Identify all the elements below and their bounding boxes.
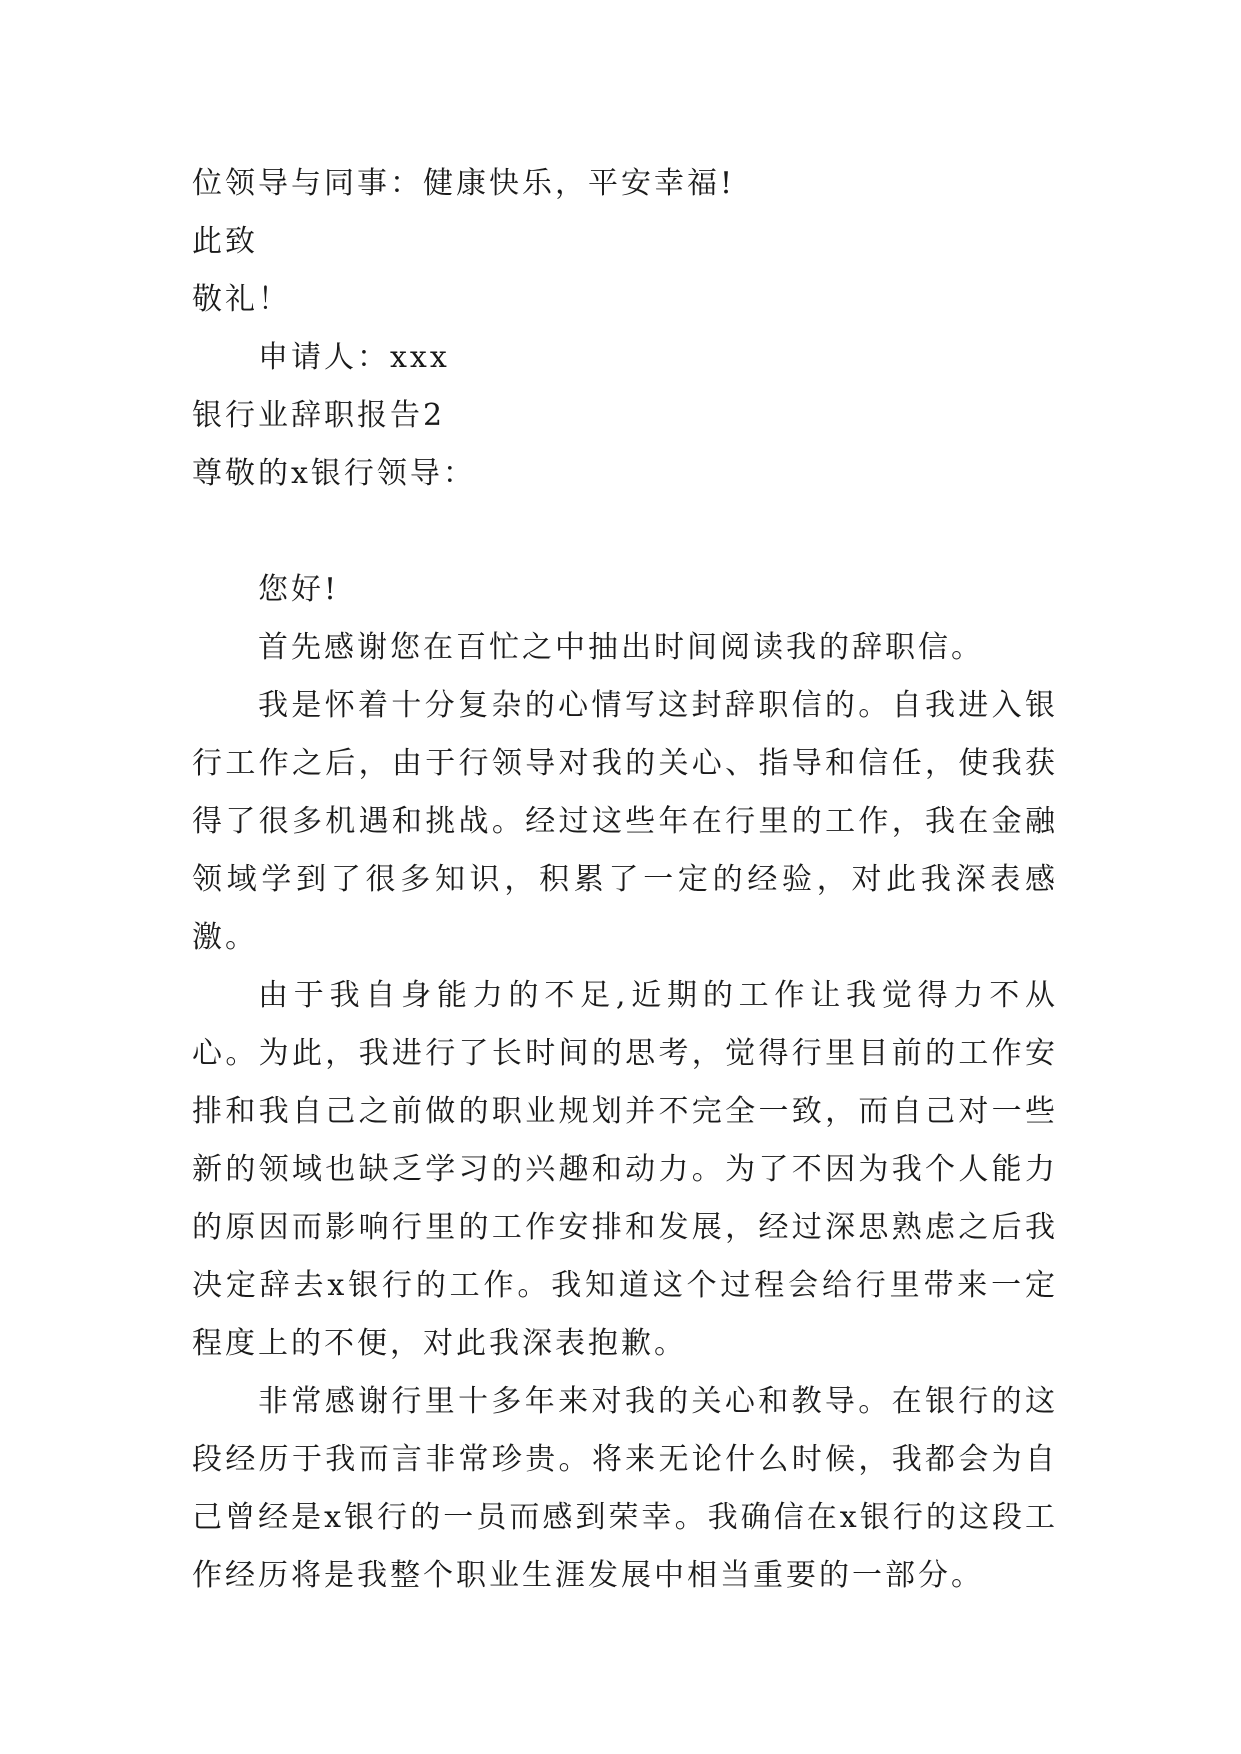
report-title: 银行业辞职报告2 (192, 398, 446, 433)
paragraph-gratitude: 非常感谢行里十多年来对我的关心和教导。在银行的这段经历于我而言非常珍贵。将来无论什么时候，我都会为自己曾经是x银行的一员而感到荣幸。我确信在x银行的这段工作经历将是我整个职业生涯发展中相当重要的一部分。 (192, 1384, 1058, 1593)
greeting: 您好! (258, 572, 340, 607)
letter-body (192, 155, 1058, 1605)
paragraph-reason: 由于我自身能力的不足,近期的工作让我觉得力不从心。为此，我进行了长时间的思考，觉得行里目前的工作安排和我自己之前做的职业规划并不完全一致，而自己对一些新的领域也缺乏学习的兴趣和动力。为了不因为我个人能力的原因而影响行里的工作安排和发展，经过深思熟虑之后我决定辞去x银行的工作。我知道这个过程会给行里带来一定程度上的不便，对此我深表抱歉。 (192, 978, 1058, 1361)
addressee: 尊敬的x银行领导： (192, 456, 476, 491)
closing-wishes: 位领导与同事：健康快乐，平安幸福! (192, 166, 736, 201)
paragraph-thanks: 首先感谢您在百忙之中抽出时间阅读我的辞职信。 (258, 630, 984, 665)
paragraph-feelings: 我是怀着十分复杂的心情写这封辞职信的。自我进入银行工作之后，由于行领导对我的关心、指导和信任，使我获得了很多机遇和挑战。经过这些年在行里的工作，我在金融领域学到了很多知识，积累了一定的经验，对此我深表感激。 (192, 688, 1058, 955)
applicant-signature: 申请人：xxx (258, 340, 450, 375)
blank-line (192, 503, 1058, 561)
salutation-cizhi: 此致 (192, 224, 258, 259)
salutation-jingli: 敬礼！ (192, 282, 291, 317)
